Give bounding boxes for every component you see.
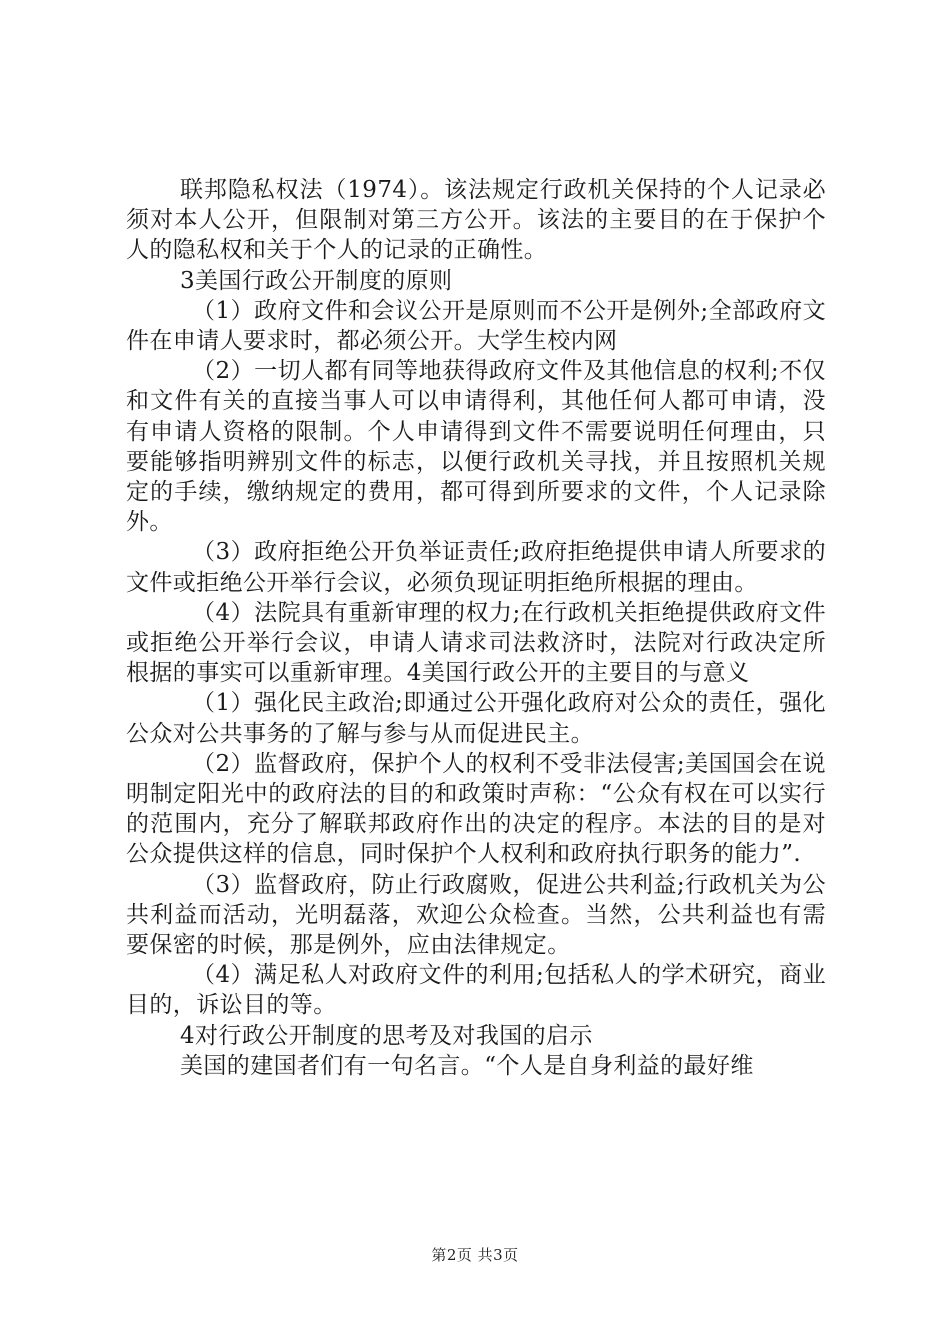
paragraph-principle-2: （2）一切人都有同等地获得政府文件及其他信息的权利;不仅和文件有关的直接当事人可以申请得利，其他任何人都可申请，没有申请人资格的限制。个人申请得到文件不需要说明任何理由，只要能够指明辨别文件的标志，以便行政机关寻找，并且按照机关规定的手续，缴纳规定的费用，都可得到所要求的文件，个人记录除外。 — [126, 358, 826, 536]
paragraph-principle-3: （3）政府拒绝公开负举证责任;政府拒绝提供申请人所要求的文件或拒绝公开举行会议，必须负现证明拒绝所根据的理由。 — [126, 539, 826, 596]
paragraph-purpose-2: （2）监督政府，保护个人的权利不受非法侵害;美国国会在说明制定阳光中的政府法的目的和政策时声称：“公众有权在可以实行的范围内，充分了解联邦政府作出的决定的程序。本法的目的是对公众提供这样的信息，同时保护个人权利和政府执行职务的能力”. — [126, 750, 826, 868]
paragraph-privacy-act: 联邦隐私权法（1974）。该法规定行政机关保持的个人记录必须对本人公开，但限制对第三方公开。该法的主要目的在于保护个人的隐私权和关于个人的记录的正确性。 — [126, 177, 826, 264]
paragraph-principle-1: （1）政府文件和会议公开是原则而不公开是例外;全部政府文件在申请人要求时，都必须公开。大学生校内网 — [126, 297, 826, 355]
paragraph-purpose-4: （4）满足私人对政府文件的利用;包括私人的学术研究，商业目的，诉讼目的等。 — [126, 962, 826, 1019]
paragraph-founders-quote: 美国的建国者们有一句名言。“个人是自身利益的最好维 — [180, 1052, 754, 1079]
paragraph-purpose-3: （3）监督政府，防止行政腐败，促进公共利益;行政机关为公共利益而活动，光明磊落，欢迎公众检查。当然，公共利益也有需要保密的时候，那是例外，应由法律规定。 — [126, 871, 826, 959]
body-text — [126, 175, 826, 1081]
section-heading-principles: 3美国行政公开制度的原则 — [180, 267, 453, 294]
section-heading-reflection: 4对行政公开制度的思考及对我国的启示 — [180, 1022, 593, 1049]
page-number-footer: 第2页 共3页 — [431, 1246, 519, 1264]
paragraph-purpose-1: （1）强化民主政治;即通过公开强化政府对公众的责任，强化公众对公共事务的了解与参与从而促进民主。 — [126, 690, 826, 747]
paragraph-principle-4: （4）法院具有重新审理的权力;在行政机关拒绝提供政府文件或拒绝公开举行会议，申请人请求司法救济时，法院对行政决定所根据的事实可以重新审理。4美国行政公开的主要目的与意义 — [126, 599, 826, 687]
